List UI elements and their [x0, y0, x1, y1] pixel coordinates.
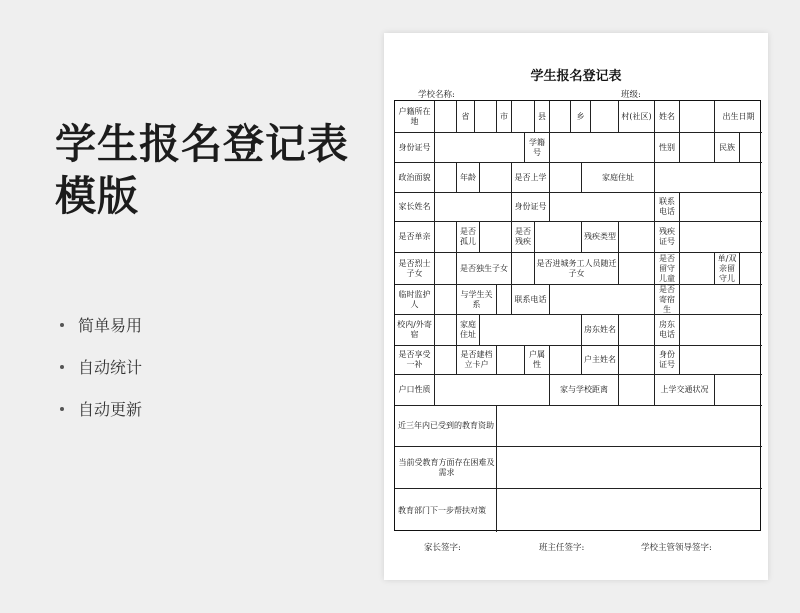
- table-label-cell: 单/双亲留守儿: [715, 253, 740, 285]
- table-value-cell: [740, 133, 762, 163]
- table-label-cell: 是否享受一补: [395, 346, 435, 375]
- table-label-cell: 市: [497, 101, 512, 133]
- table-label-cell: 学籍号: [525, 133, 550, 163]
- table-label-cell: 是否进城务工人员随迁子女: [535, 253, 619, 285]
- feature-label: 简单易用: [78, 316, 143, 335]
- table-label-cell: 身份证号: [655, 346, 680, 375]
- table-label-cell: 是否建档立卡户: [457, 346, 497, 375]
- table-label-cell: 家与学校距离: [550, 375, 619, 406]
- table-value-cell: [680, 133, 715, 163]
- table-label-cell: 家庭住址: [582, 163, 655, 193]
- feature-item: [60, 314, 142, 335]
- table-value-cell: [475, 101, 497, 133]
- table-label-cell: 房东电话: [655, 315, 680, 346]
- table-label-cell: 户口性质: [395, 375, 435, 406]
- bullet-icon: [60, 407, 64, 411]
- table-value-cell: [550, 193, 655, 222]
- table-value-cell: [480, 222, 512, 253]
- table-label-cell: 近三年内已受到的教育资助: [395, 406, 497, 447]
- table-value-cell: [435, 222, 457, 253]
- table-label-cell: 家庭住址: [457, 315, 480, 346]
- table-label-cell: 是否残疾: [512, 222, 535, 253]
- table-value-cell: [680, 285, 762, 315]
- table-label-cell: 性别: [655, 133, 680, 163]
- leader-signature-label: 学校主管领导签字:: [641, 543, 712, 553]
- table-label-cell: 姓名: [655, 101, 680, 133]
- table-label-cell: 是否独生子女: [457, 253, 512, 285]
- table-label-cell: 是否寄宿生: [655, 285, 680, 315]
- feature-item: [60, 398, 142, 419]
- table-value-cell: [435, 163, 457, 193]
- school-name-label: 学校名称:: [418, 90, 455, 100]
- feature-label: 自动统计: [78, 358, 143, 377]
- table-value-cell: [619, 253, 655, 285]
- table-value-cell: [619, 222, 655, 253]
- registration-table: [394, 100, 761, 531]
- table-value-cell: [435, 315, 457, 346]
- table-label-cell: 与学生关系: [457, 285, 497, 315]
- form-sheet: [384, 33, 768, 580]
- class-label: 班级:: [621, 90, 641, 100]
- table-label-cell: 临时监护人: [395, 285, 435, 315]
- table-label-cell: 省: [457, 101, 475, 133]
- table-label-cell: 出生日期: [715, 101, 762, 133]
- bullet-icon: [60, 365, 64, 369]
- teacher-signature-label: 班主任签字:: [539, 543, 585, 553]
- table-label-cell: 联系电话: [655, 193, 680, 222]
- parent-signature-label: 家长签字:: [424, 543, 461, 553]
- table-value-cell: [497, 406, 762, 447]
- table-label-cell: 残疾证号: [655, 222, 680, 253]
- table-value-cell: [680, 346, 762, 375]
- promo-title-line-1: 学生报名登记表: [55, 120, 349, 168]
- table-label-cell: 乡: [571, 101, 591, 133]
- table-value-cell: [535, 222, 582, 253]
- table-value-cell: [550, 346, 582, 375]
- table-label-cell: 身份证号: [512, 193, 550, 222]
- table-label-cell: 是否单亲: [395, 222, 435, 253]
- feature-item: [60, 356, 142, 377]
- promo-title: [55, 118, 349, 222]
- table-value-cell: [550, 163, 582, 193]
- table-value-cell: [480, 315, 582, 346]
- table-value-cell: [550, 133, 655, 163]
- table-label-cell: 户籍所在地: [395, 101, 435, 133]
- table-label-cell: 校内/外寄宿: [395, 315, 435, 346]
- table-label-cell: 身份证号: [395, 133, 435, 163]
- table-value-cell: [680, 193, 762, 222]
- table-value-cell: [715, 375, 762, 406]
- table-label-cell: 村(社区): [619, 101, 655, 133]
- table-value-cell: [619, 315, 655, 346]
- table-value-cell: [740, 253, 762, 285]
- table-label-cell: 政治面貌: [395, 163, 435, 193]
- feature-list: [60, 314, 142, 440]
- table-label-cell: 是否烈士子女: [395, 253, 435, 285]
- table-value-cell: [480, 163, 512, 193]
- form-title: 学生报名登记表: [530, 69, 622, 84]
- table-value-cell: [435, 285, 457, 315]
- table-label-cell: 教育部门下一步帮扶对策: [395, 489, 497, 532]
- table-label-cell: 户主姓名: [582, 346, 619, 375]
- table-label-cell: 家长姓名: [395, 193, 435, 222]
- table-value-cell: [435, 193, 512, 222]
- table-value-cell: [550, 101, 571, 133]
- table-value-cell: [550, 285, 655, 315]
- table-value-cell: [680, 315, 762, 346]
- table-label-cell: 民族: [715, 133, 740, 163]
- table-label-cell: 上学交通状况: [655, 375, 715, 406]
- table-label-cell: 房东姓名: [582, 315, 619, 346]
- table-label-cell: 是否留守儿童: [655, 253, 680, 285]
- table-label-cell: 户属性: [525, 346, 550, 375]
- table-value-cell: [435, 253, 457, 285]
- table-label-cell: 是否上学: [512, 163, 550, 193]
- table-value-cell: [497, 346, 525, 375]
- table-value-cell: [435, 133, 525, 163]
- table-value-cell: [591, 101, 619, 133]
- table-value-cell: [497, 285, 512, 315]
- table-value-cell: [680, 222, 762, 253]
- table-value-cell: [512, 101, 535, 133]
- table-value-cell: [435, 375, 550, 406]
- bullet-icon: [60, 323, 64, 327]
- table-value-cell: [619, 375, 655, 406]
- table-value-cell: [435, 101, 457, 133]
- table-label-cell: 当前受教育方面存在困难及需求: [395, 447, 497, 489]
- table-label-cell: 残疾类型: [582, 222, 619, 253]
- table-label-cell: 联系电话: [512, 285, 550, 315]
- table-value-cell: [619, 346, 655, 375]
- promo-title-line-2: 模版: [55, 172, 139, 220]
- table-value-cell: [435, 346, 457, 375]
- table-label-cell: 年龄: [457, 163, 480, 193]
- table-value-cell: [655, 163, 762, 193]
- table-value-cell: [497, 489, 762, 532]
- table-label-cell: 县: [535, 101, 550, 133]
- table-value-cell: [680, 253, 715, 285]
- table-value-cell: [680, 101, 715, 133]
- table-value-cell: [512, 253, 535, 285]
- table-label-cell: 是否孤儿: [457, 222, 480, 253]
- feature-label: 自动更新: [78, 400, 143, 419]
- table-value-cell: [497, 447, 762, 489]
